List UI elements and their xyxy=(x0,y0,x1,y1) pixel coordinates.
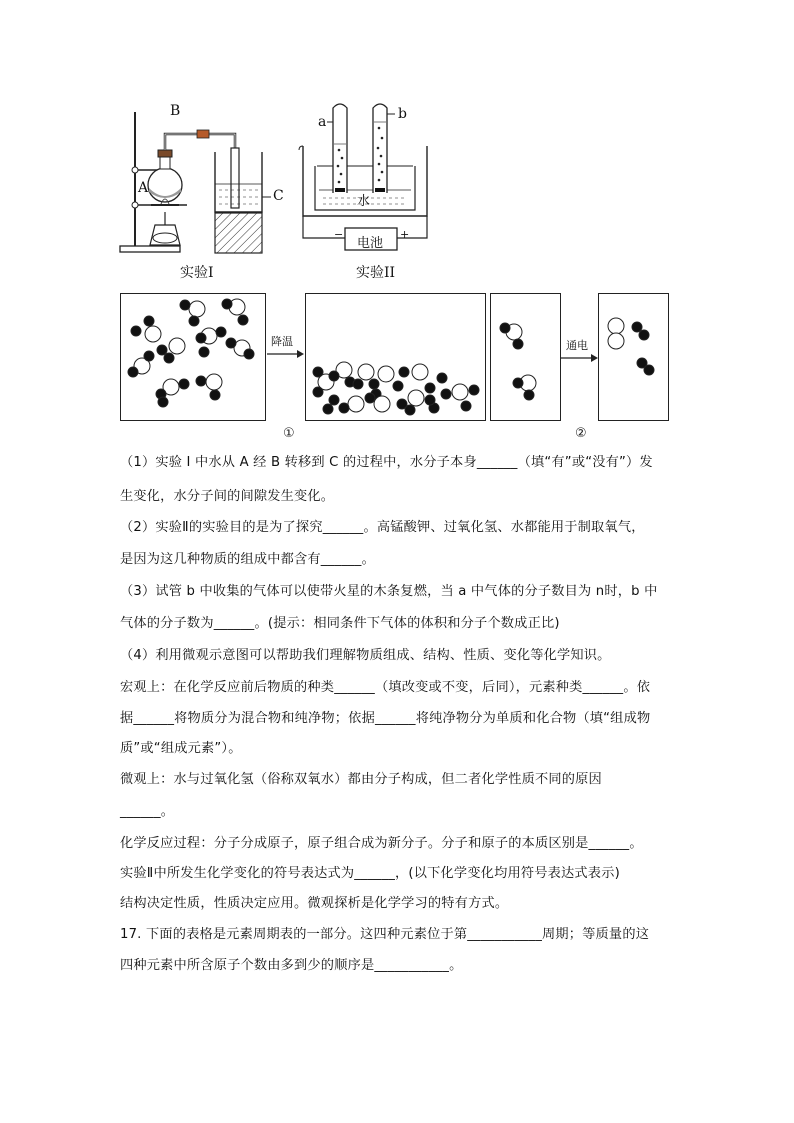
arrow-cooling xyxy=(267,348,305,360)
label-tube-b: b xyxy=(398,106,407,122)
text-line: （1）实验 I 中水从 A 经 B 转移到 C 的过程中，水分子本身______（填“有”或“没有”）发 xyxy=(120,455,653,470)
molecule-box-1 xyxy=(120,293,266,421)
label-b: B xyxy=(170,103,181,119)
text-line: （4）利用微观示意图可以帮助我们理解物质组成、结构、性质、变化等化学知识。 xyxy=(120,648,611,663)
battery-minus: − xyxy=(334,228,344,241)
circle-label-1: ① xyxy=(283,426,295,441)
battery-label: 电池 xyxy=(357,236,384,251)
molecule-box-4 xyxy=(598,293,669,421)
text-line: 实验Ⅱ中所发生化学变化的符号表达式为______，(以下化学变化均用符号表达式表示) xyxy=(120,866,620,881)
label-a: A xyxy=(138,180,149,196)
water-label: 水 xyxy=(357,194,371,209)
arrow-electrolysis-label: 通电 xyxy=(566,339,588,352)
water-molecules-liquid xyxy=(306,294,487,422)
text-line: 是因为这几种物质的组成中都含有______。 xyxy=(120,552,375,567)
experiment-2-caption: 实验II xyxy=(356,265,396,281)
text-line: 质”或“组成元素”）。 xyxy=(120,741,242,756)
arrow-cooling-label: 降温 xyxy=(271,335,293,348)
battery-plus: + xyxy=(400,228,410,241)
text-line: （2）实验Ⅱ的实验目的是为了探究______。高锰酸钾、过氧化氢、水都能用于制取氧气， xyxy=(120,520,645,535)
water-molecules-gas xyxy=(121,294,267,422)
experiment-1-caption: 实验I xyxy=(180,265,214,281)
circle-label-2: ② xyxy=(575,426,587,441)
label-tube-a: a xyxy=(318,114,327,130)
text-line: ______。 xyxy=(120,804,175,819)
text-line: 据______将物质分为混合物和纯净物；依据______将纯净物分为单质和化合物（填“组成物 xyxy=(120,711,651,726)
text-line: 生变化，水分子间的间隙发生变化。 xyxy=(120,489,335,504)
water-molecules-before xyxy=(491,294,562,422)
text-line: 化学反应过程：分子分成原子，原子组合成为新分子。分子和原子的本质区别是______。 xyxy=(120,836,643,851)
text-line: 17. 下面的表格是元素周期表的一部分。这四种元素位于第___________周期；等质量的这 xyxy=(120,927,650,942)
oxygen-hydrogen-molecules xyxy=(599,294,670,422)
text-line: 宏观上：在化学反应前后物质的种类______（填改变或不变，后同），元素种类______。依 xyxy=(120,680,651,695)
molecule-box-2 xyxy=(305,293,486,421)
text-line: 四种元素中所含原子个数由多到少的顺序是___________。 xyxy=(120,958,463,973)
text-line: （3）试管 b 中收集的气体可以使带火星的木条复燃，当 a 中气体的分子数目为 n时，b 中 xyxy=(120,584,658,599)
label-c: C xyxy=(273,188,284,204)
text-line: 气体的分子数为______。(提示：相同条件下气体的体积和分子个数成正比) xyxy=(120,616,560,631)
text-line: 结构决定性质，性质决定应用。微观探析是化学学习的特有方式。 xyxy=(120,896,509,911)
arrow-electrolysis xyxy=(561,352,599,364)
text-line: 微观上：水与过氧化氢（俗称双氧水）都由分子构成，但二者化学性质不同的原因 xyxy=(120,772,602,787)
molecule-box-3 xyxy=(490,293,561,421)
